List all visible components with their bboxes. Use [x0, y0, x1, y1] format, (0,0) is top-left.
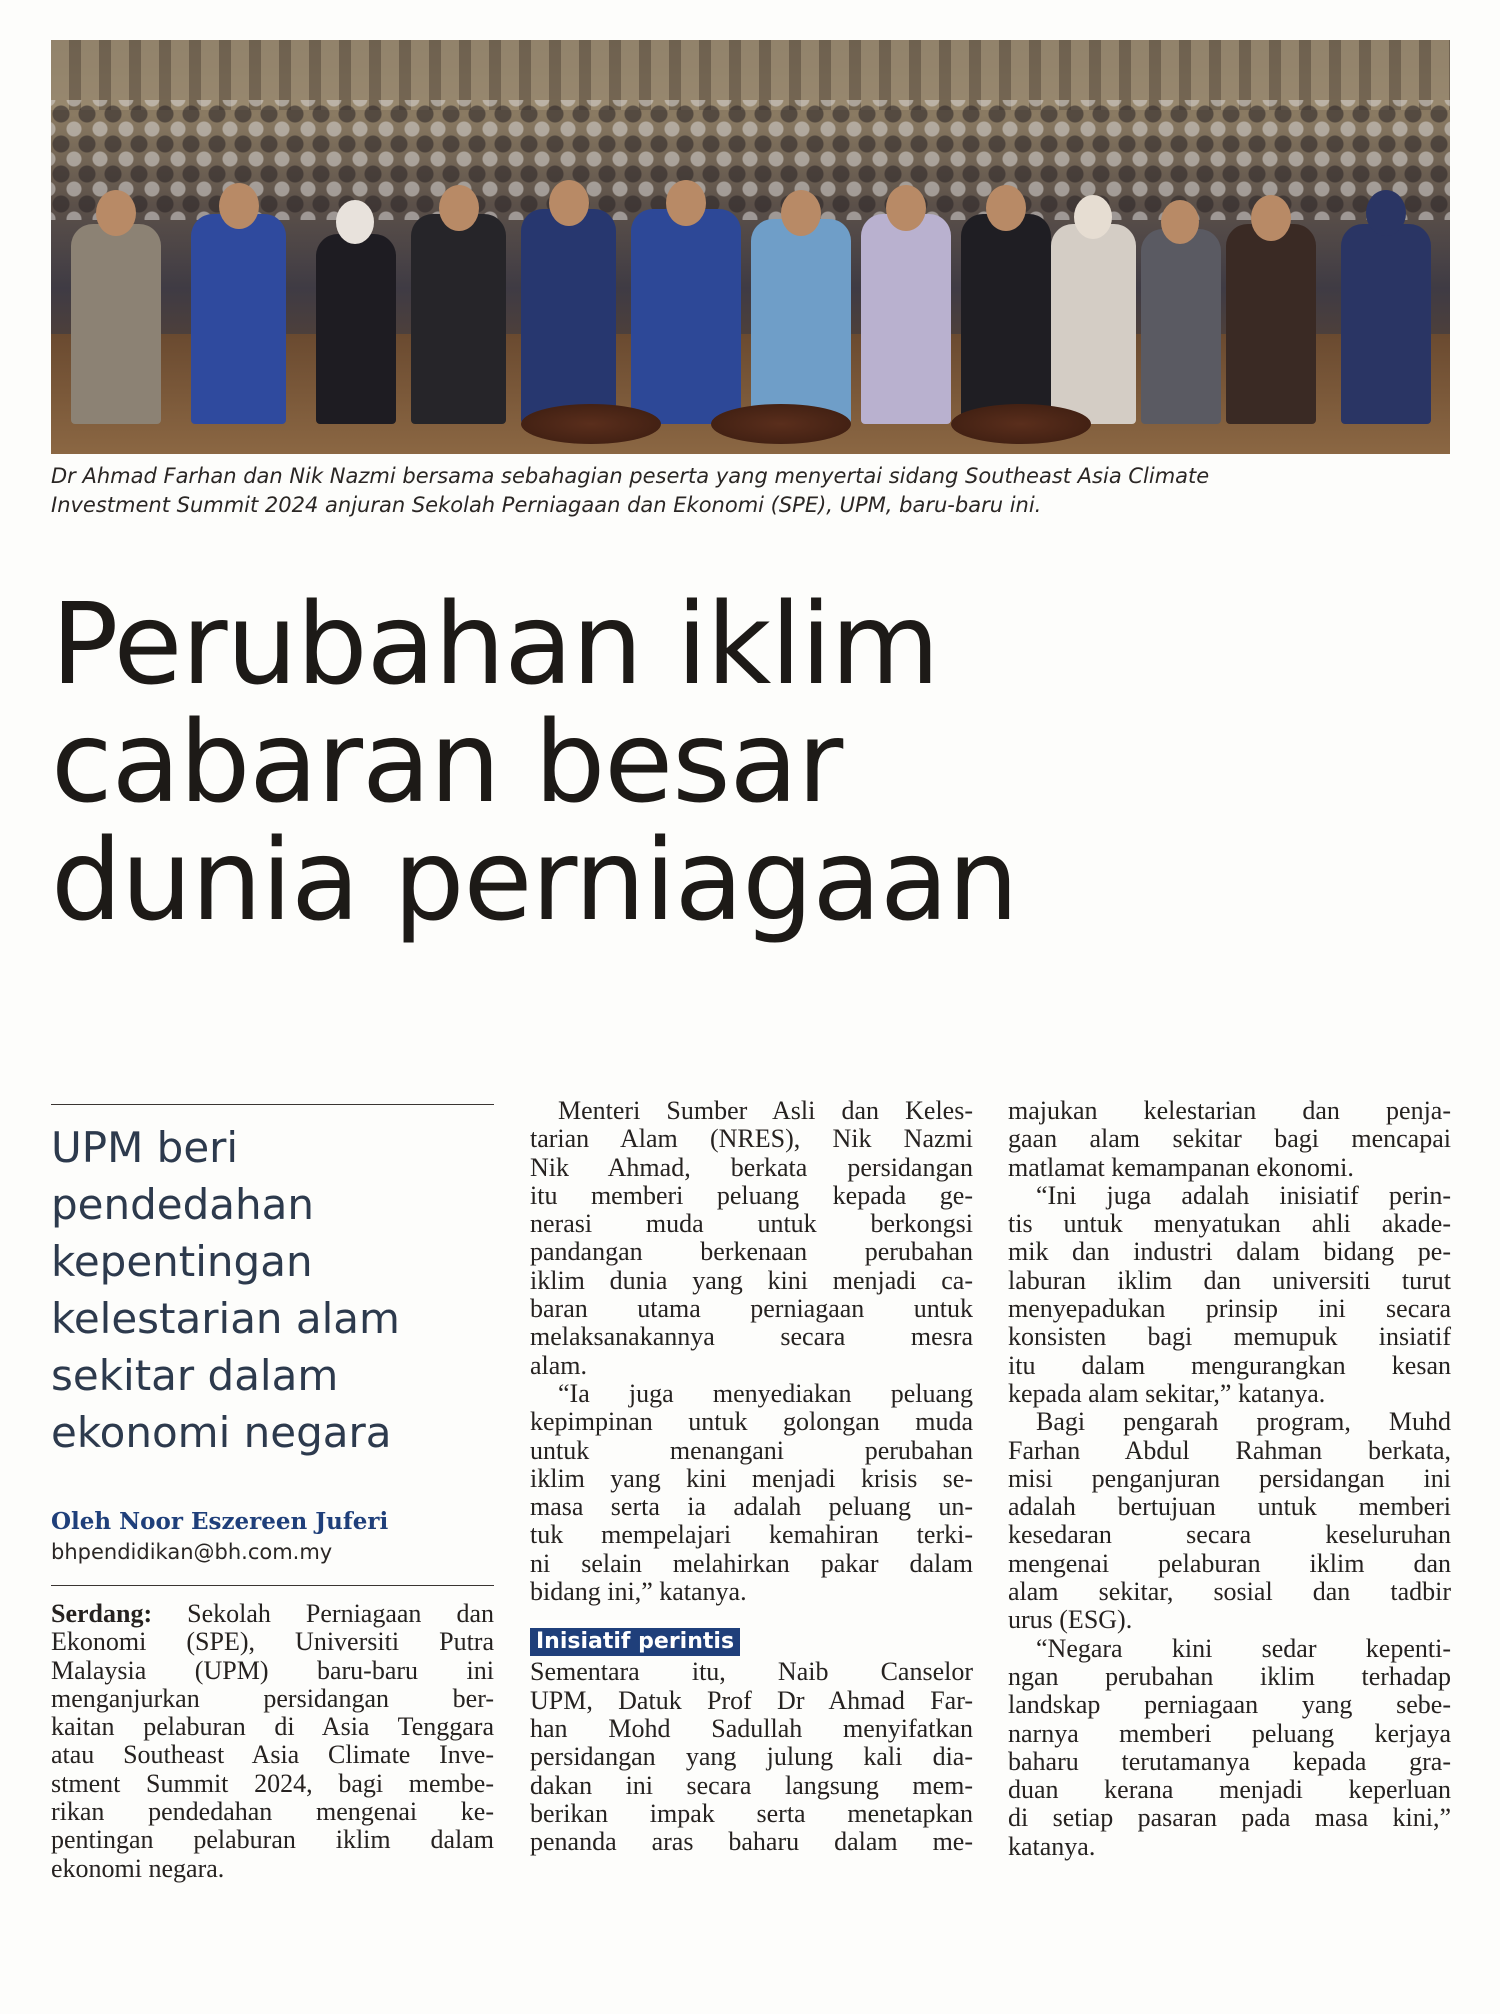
text-line: “Negara kini sedar kepenti-	[1036, 1633, 1451, 1663]
caption-line: Dr Ahmad Farhan dan Nik Nazmi bersama sebahagian peserta yang menyertai sidang Southeast Asia Climate	[51, 464, 1210, 488]
photo-crowd	[51, 100, 1450, 220]
text-line: alam.	[530, 1350, 588, 1380]
photo-head	[219, 183, 259, 229]
text-line: tuk mempelajari kemahiran terki-	[530, 1520, 973, 1550]
text-line: laburan iklim dan universiti turut	[1008, 1265, 1451, 1295]
text-line: kepimpinan untuk golongan muda	[530, 1407, 973, 1437]
text-line: itu dalam mengurangkan kesan	[1008, 1350, 1451, 1380]
photo-head	[549, 180, 589, 226]
text-line: persidangan yang julung kali dia-	[530, 1742, 973, 1772]
text-line: mengenai pelaburan iklim dan	[1008, 1548, 1451, 1578]
photo-person	[961, 214, 1051, 424]
text-line: landskap perniagaan yang sebe-	[1008, 1690, 1451, 1720]
text-line: rikan pendedahan mengenai ke-	[51, 1797, 494, 1827]
article-paragraph	[530, 1658, 973, 1856]
text-line: matlamat kemampanan ekonomi.	[1008, 1152, 1354, 1182]
photo-head	[886, 185, 926, 231]
text-line: tis untuk menyatukan ahli akade-	[1008, 1209, 1451, 1239]
headline-line: cabaran besar	[51, 698, 843, 828]
headline	[51, 580, 1450, 946]
article-paragraph	[1008, 1182, 1451, 1408]
photo-person	[191, 214, 286, 424]
text-line: baharu terutamanya kepada gra-	[1008, 1746, 1451, 1776]
text-line: Serdang: Sekolah Perniagaan dan	[51, 1599, 494, 1628]
article-paragraph	[530, 1097, 973, 1380]
photo-caption	[51, 462, 1450, 520]
text-line: melaksanakannya secara mesra	[530, 1322, 973, 1352]
text-line: “Ia juga menyediakan peluang	[558, 1378, 973, 1408]
text-line: menganjurkan persidangan ber-	[51, 1683, 494, 1713]
photo-head	[96, 190, 136, 236]
article-paragraph	[51, 1600, 494, 1883]
text-line: majukan kelestarian dan penja-	[1008, 1096, 1451, 1125]
text-line: bidang ini,” katanya.	[530, 1577, 747, 1607]
text-line: stment Summit 2024, bagi membe-	[51, 1768, 494, 1798]
divider	[51, 1585, 494, 1586]
article-paragraph	[1008, 1408, 1451, 1634]
text-line: untuk menangani perubahan	[530, 1435, 973, 1465]
photo-head	[986, 185, 1026, 231]
text-line: pentingan pelaburan iklim dalam	[51, 1825, 494, 1855]
byline-email[interactable]: bhpendidikan@bh.com.my	[51, 1540, 333, 1564]
text-line: pandangan berkenaan perubahan	[530, 1237, 973, 1267]
photo-table	[711, 404, 851, 444]
photo-head	[781, 190, 821, 236]
text-line: konsisten bagi memupuk insiatif	[1008, 1322, 1451, 1352]
text-line: narnya memberi peluang kerjaya	[1008, 1718, 1451, 1748]
article-paragraph	[530, 1380, 973, 1606]
text-line: Ekonomi (SPE), Universiti Putra	[51, 1627, 494, 1657]
section-subheading: Inisiatif perintis	[530, 1628, 740, 1656]
article-paragraph	[1008, 1635, 1451, 1861]
text-line: kaitan pelaburan di Asia Tenggara	[51, 1712, 494, 1742]
subheadline	[51, 1119, 494, 1461]
text-line: ekonomi negara.	[51, 1853, 225, 1883]
photo-head	[336, 200, 374, 244]
text-line: di setiap pasaran pada masa kini,”	[1008, 1803, 1451, 1833]
text-line: berikan impak serta menetapkan	[530, 1798, 973, 1828]
text-line: Menteri Sumber Asli dan Keles-	[558, 1096, 973, 1125]
text-line: nerasi muda untuk berkongsi	[530, 1209, 973, 1239]
text-line: urus (ESG).	[1008, 1605, 1133, 1635]
photo-head	[1161, 200, 1199, 244]
photo-table	[951, 404, 1091, 444]
text-line: katanya.	[1008, 1831, 1096, 1861]
text-line: UPM, Datuk Prof Dr Ahmad Far-	[530, 1685, 973, 1715]
text-line: han Mohd Sadullah menyifatkan	[530, 1713, 973, 1743]
subhead-line: sekitar dalam	[51, 1351, 339, 1400]
photo-head	[1251, 195, 1291, 241]
text-line: tarian Alam (NRES), Nik Nazmi	[530, 1124, 973, 1154]
photo-person	[861, 214, 951, 424]
photo-table	[521, 404, 661, 444]
photo-person	[316, 234, 396, 424]
dateline: Serdang:	[51, 1599, 153, 1628]
text-line: baran utama perniagaan untuk	[530, 1294, 973, 1324]
caption-line: Investment Summit 2024 anjuran Sekolah Perniagaan dan Ekonomi (SPE), UPM, baru-baru ini.	[51, 493, 1042, 517]
text-line: Malaysia (UPM) baru-baru ini	[51, 1655, 494, 1685]
column-1	[51, 1104, 494, 1883]
photo-head	[1074, 195, 1112, 239]
photo-person	[1141, 229, 1221, 424]
photo-head	[666, 180, 706, 226]
text-line: Sementara itu, Naib Canselor	[530, 1657, 973, 1687]
text-line: ni selain melahirkan pakar dalam	[530, 1548, 973, 1578]
subhead-line: kelestarian alam	[51, 1294, 400, 1343]
photo-head	[1366, 190, 1406, 236]
photo-head	[439, 185, 479, 231]
text-line: kesedaran secara keseluruhan	[1008, 1520, 1451, 1550]
photo-person	[751, 219, 851, 424]
photo-person	[1341, 224, 1431, 424]
text-line: mik dan industri dalam bidang pe-	[1008, 1237, 1451, 1267]
divider	[51, 1104, 494, 1105]
text-line: alam sekitar, sosial dan tadbir	[1008, 1577, 1451, 1607]
text-line: kepada alam sekitar,” katanya.	[1008, 1378, 1326, 1408]
subhead-line: pendedahan	[51, 1180, 314, 1229]
text-line: adalah bertujuan untuk memberi	[1008, 1492, 1451, 1522]
text-line: dakan ini secara langsung mem-	[530, 1770, 973, 1800]
photo-person	[631, 209, 741, 424]
byline-author: Oleh Noor Eszereen Juferi	[51, 1508, 389, 1535]
text-line: atau Southeast Asia Climate Inve-	[51, 1740, 494, 1770]
headline-line: dunia perniagaan	[51, 816, 1018, 946]
photo-person	[71, 224, 161, 424]
column-3	[1008, 1097, 1451, 1861]
column-2	[530, 1097, 973, 1856]
text-line: penanda aras baharu dalam me-	[530, 1827, 973, 1857]
article-paragraph	[1008, 1097, 1451, 1182]
text-line: misi penganjuran persidangan ini	[1008, 1463, 1451, 1493]
photo-person	[521, 209, 616, 424]
text-line: iklim yang kini menjadi krisis se-	[530, 1463, 973, 1493]
text-line: masa serta ia adalah peluang un-	[530, 1492, 973, 1522]
text-line: gaan alam sekitar bagi mencapai	[1008, 1124, 1451, 1154]
text-line: “Ini juga adalah inisiatif perin-	[1036, 1180, 1451, 1210]
text-line: iklim dunia yang kini menjadi ca-	[530, 1265, 973, 1295]
text-line: Bagi pengarah program, Muhd	[1036, 1407, 1451, 1437]
text-line: Farhan Abdul Rahman berkata,	[1008, 1435, 1451, 1465]
text-line: ngan perubahan iklim terhadap	[1008, 1661, 1451, 1691]
photo-person	[1051, 224, 1136, 424]
photo-person	[1226, 224, 1316, 424]
text-line: menyepadukan prinsip ini secara	[1008, 1294, 1451, 1324]
news-photo	[51, 40, 1450, 454]
headline-line: Perubahan iklim	[51, 580, 939, 710]
text-line: itu memberi peluang kepada ge-	[530, 1180, 973, 1210]
subhead-line: kepentingan	[51, 1237, 313, 1286]
subhead-line: UPM beri	[51, 1123, 239, 1172]
text-line: Nik Ahmad, berkata persidangan	[530, 1152, 973, 1182]
photo-person	[411, 214, 506, 424]
text-line: duan kerana menjadi keperluan	[1008, 1775, 1451, 1805]
subhead-line: ekonomi negara	[51, 1408, 392, 1457]
